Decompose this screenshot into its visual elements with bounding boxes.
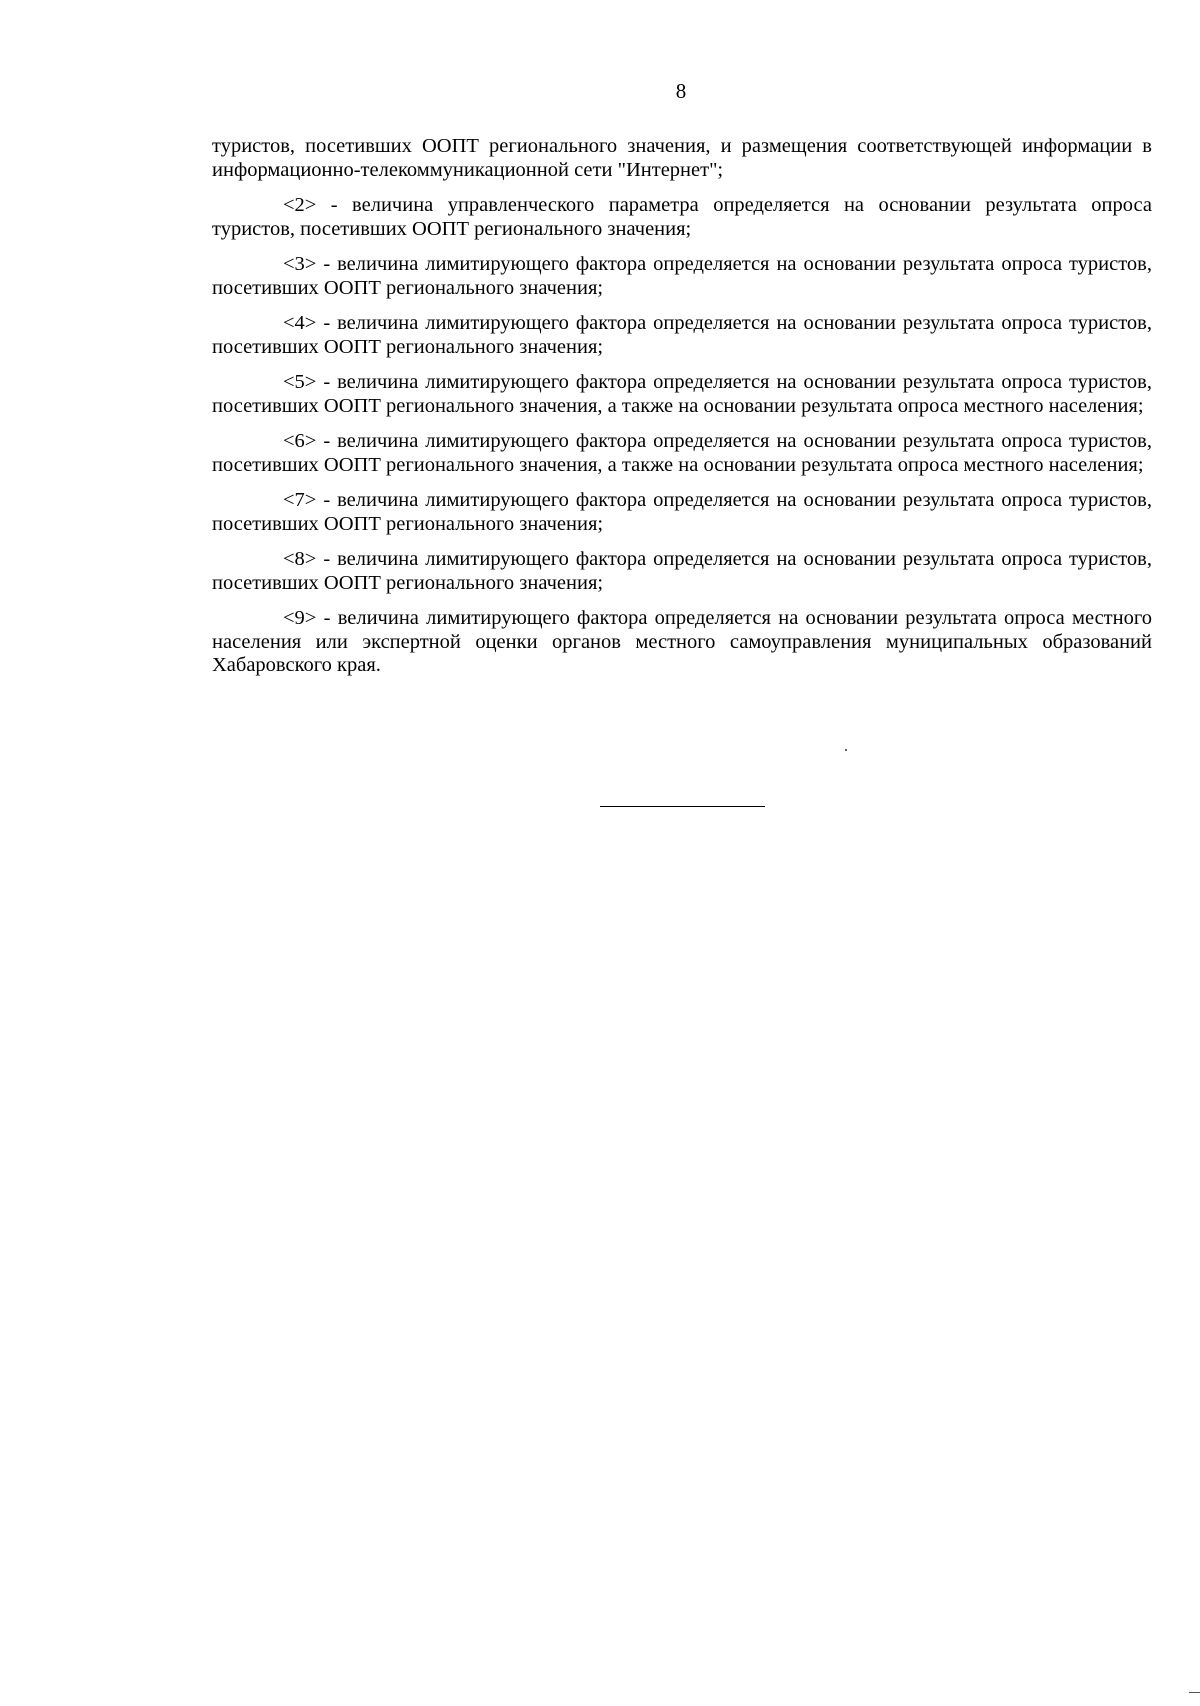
scan-edge-mark: [1189, 1692, 1200, 1693]
document-body: [212, 135, 1152, 690]
footnote-7: <7> - величина лимитирующего фактора определяется на основании результата опроса туристов, посетивших ООПТ регионального значения;: [212, 489, 1152, 535]
footnote-5: <5> - величина лимитирующего фактора определяется на основании результата опроса туристов, посетивших ООПТ регионального значения, а также на основании результата опроса местного населения;: [212, 371, 1152, 417]
footnote-4: <4> - величина лимитирующего фактора определяется на основании результата опроса туристов, посетивших ООПТ регионального значения;: [212, 312, 1152, 358]
footnote-9: <9> - величина лимитирующего фактора определяется на основании результата опроса местного населения или экспертной оценки органов местного самоуправления муниципальных образований Хабаровского края.: [212, 607, 1152, 676]
footnote-3: <3> - величина лимитирующего фактора определяется на основании результата опроса туристов, посетивших ООПТ регионального значения;: [212, 253, 1152, 299]
footnote-2: <2> - величина управленческого параметра определяется на основании результата опроса туристов, посетивших ООПТ регионального значения;: [212, 194, 1152, 240]
end-separator-line: [600, 806, 765, 807]
footnote-6: <6> - величина лимитирующего фактора определяется на основании результата опроса туристов, посетивших ООПТ регионального значения, а также на основании результата опроса местного населения;: [212, 430, 1152, 476]
scan-speck: [845, 749, 847, 751]
footnote-8: <8> - величина лимитирующего фактора определяется на основании результата опроса туристов, посетивших ООПТ регионального значения;: [212, 548, 1152, 594]
paragraph-continuation: туристов, посетивших ООПТ регионального значения, и размещения соответствующей информации в информационно-телекоммуникационной сети "Интернет";: [212, 135, 1152, 181]
page-number: 8: [675, 79, 687, 103]
